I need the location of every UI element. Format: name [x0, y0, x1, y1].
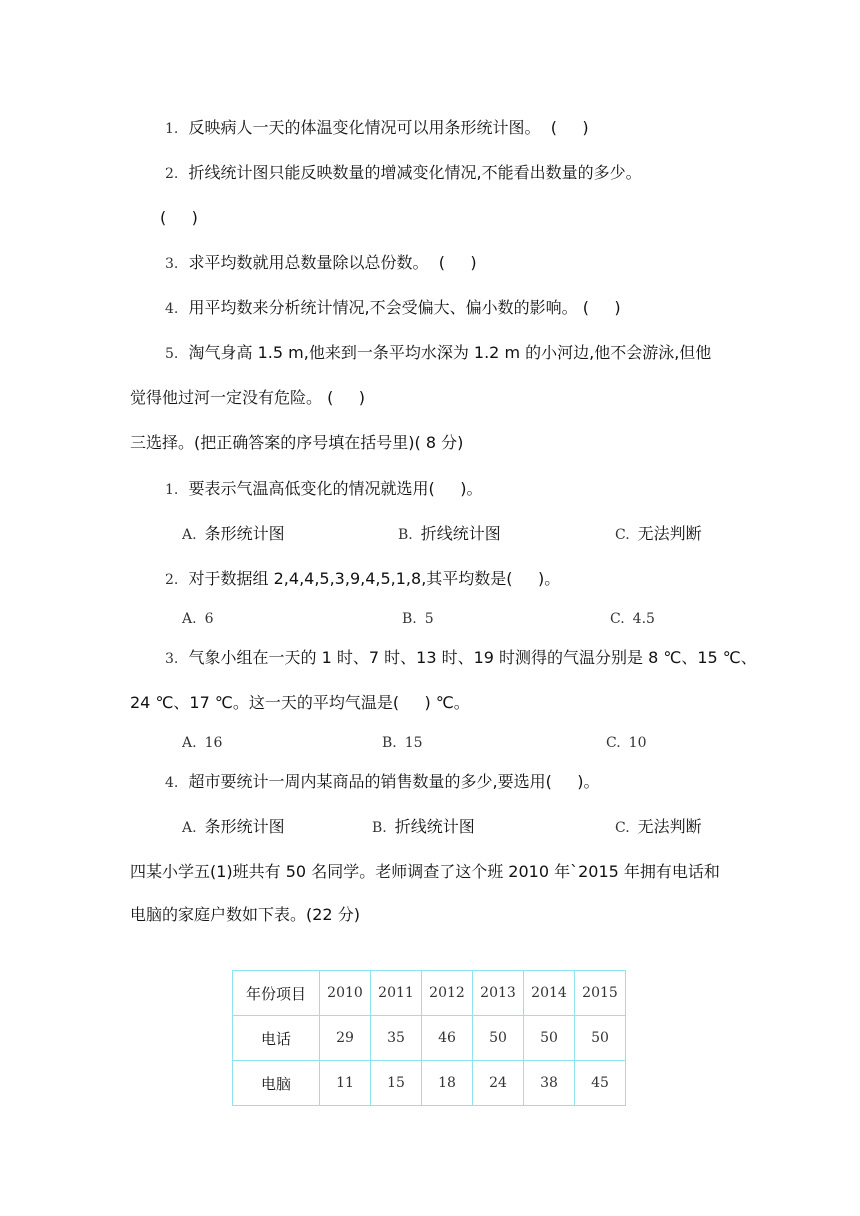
question-text: 超市要统计一周内某商品的销售数量的多少,要选用( )。	[188, 772, 600, 791]
section-3-heading: 三选择。(把正确答案的序号填在括号里)( 8 分)	[130, 433, 464, 452]
option-letter: A.	[182, 735, 197, 751]
item-text: 淘气身高 1.5 m,他来到一条平均水深为 1.2 m 的小河边,他不会游泳,但他	[188, 343, 712, 362]
option-letter: C.	[610, 611, 625, 627]
question-text: 要表示气温高低变化的情况就选用( )。	[188, 479, 483, 498]
year-header: 2014	[524, 971, 575, 1016]
question-number: 3.	[165, 651, 179, 667]
choice-question-3	[165, 648, 757, 669]
option-letter: A.	[182, 527, 197, 543]
row-label: 电话	[233, 1016, 320, 1061]
item-number: 4.	[165, 301, 179, 317]
option-a	[182, 524, 285, 545]
table-header-row	[233, 971, 626, 1016]
question-number: 4.	[165, 775, 179, 791]
judgement-item-5-continuation: 觉得他过河一定没有危险。 ( )	[130, 388, 366, 407]
table-row	[233, 1061, 626, 1106]
option-a	[182, 732, 222, 753]
table-cell: 15	[371, 1061, 422, 1106]
option-text: 4.5	[632, 611, 655, 627]
option-letter: B.	[402, 611, 417, 627]
year-header: 2011	[371, 971, 422, 1016]
option-c	[606, 732, 647, 753]
table-cell: 45	[575, 1061, 626, 1106]
year-header: 2013	[473, 971, 524, 1016]
option-text: 无法判断	[637, 524, 702, 543]
item-number: 2.	[165, 166, 179, 182]
option-letter: C.	[615, 820, 630, 836]
option-text: 15	[404, 735, 423, 751]
option-letter: A.	[182, 820, 197, 836]
table-cell: 50	[575, 1016, 626, 1061]
choice-question-3-continuation: 24 ℃、17 ℃。这一天的平均气温是( ) ℃。	[130, 693, 470, 712]
option-text: 无法判断	[637, 817, 702, 836]
option-letter: B.	[382, 735, 397, 751]
table-cell: 46	[422, 1016, 473, 1061]
judgement-item-1	[165, 118, 589, 139]
option-letter: B.	[372, 820, 387, 836]
item-text: 求平均数就用总数量除以总份数。 ( )	[188, 253, 477, 272]
table-cell: 35	[371, 1016, 422, 1061]
table-cell: 24	[473, 1061, 524, 1106]
item-number: 1.	[165, 121, 179, 137]
table-cell: 11	[320, 1061, 371, 1106]
year-header: 2010	[320, 971, 371, 1016]
option-text: 条形统计图	[204, 524, 285, 543]
table-cell: 50	[524, 1016, 575, 1061]
option-text: 折线统计图	[394, 817, 475, 836]
year-header: 2015	[575, 971, 626, 1016]
judgement-item-2	[165, 163, 642, 184]
judgement-item-3	[165, 253, 477, 274]
section-4-intro-line-2: 电脑的家庭户数如下表。(22 分)	[130, 905, 360, 924]
question-text: 对于数据组 2,4,4,5,3,9,4,5,1,8,其平均数是( )。	[188, 569, 561, 588]
question-number: 2.	[165, 572, 179, 588]
judgement-item-4	[165, 298, 621, 319]
table-cell: 29	[320, 1016, 371, 1061]
option-letter: C.	[606, 735, 621, 751]
choice-question-2	[165, 569, 560, 590]
item-number: 5.	[165, 346, 179, 362]
option-a	[182, 608, 213, 629]
option-text: 16	[204, 735, 223, 751]
table-header-label: 年份项目	[233, 971, 320, 1016]
option-a	[182, 817, 285, 838]
question-number: 1.	[165, 482, 179, 498]
option-letter: B.	[398, 527, 413, 543]
year-header: 2012	[422, 971, 473, 1016]
option-c	[615, 817, 702, 838]
option-letter: C.	[615, 527, 630, 543]
judgement-item-5	[165, 343, 711, 364]
item-number: 3.	[165, 256, 179, 272]
option-text: 折线统计图	[420, 524, 501, 543]
option-text: 10	[628, 735, 647, 751]
question-text: 气象小组在一天的 1 时、7 时、13 时、19 时测得的气温分别是 8 ℃、15 ℃、	[188, 648, 757, 667]
option-b	[402, 608, 434, 629]
judgement-item-2-answer: ( )	[160, 208, 198, 227]
item-text: 折线统计图只能反映数量的增减变化情况,不能看出数量的多少。	[188, 163, 642, 182]
option-b	[372, 817, 475, 838]
option-letter: A.	[182, 611, 197, 627]
item-text: 用平均数来分析统计情况,不会受偏大、偏小数的影响。 ( )	[188, 298, 621, 317]
table-cell: 50	[473, 1016, 524, 1061]
item-text: 反映病人一天的体温变化情况可以用条形统计图。 ( )	[188, 118, 589, 137]
table-row	[233, 1016, 626, 1061]
choice-question-4	[165, 772, 600, 793]
option-c	[610, 608, 655, 629]
option-text: 5	[424, 611, 434, 627]
option-b	[398, 524, 501, 545]
household-data-table	[232, 970, 626, 1106]
option-c	[615, 524, 702, 545]
option-b	[382, 732, 423, 753]
option-text: 条形统计图	[204, 817, 285, 836]
choice-question-1	[165, 479, 482, 500]
table-cell: 18	[422, 1061, 473, 1106]
option-text: 6	[204, 611, 214, 627]
table-cell: 38	[524, 1061, 575, 1106]
row-label: 电脑	[233, 1061, 320, 1106]
section-4-intro-line-1: 四某小学五(1)班共有 50 名同学。老师调查了这个班 2010 年`2015 年拥有电话和	[130, 862, 720, 881]
